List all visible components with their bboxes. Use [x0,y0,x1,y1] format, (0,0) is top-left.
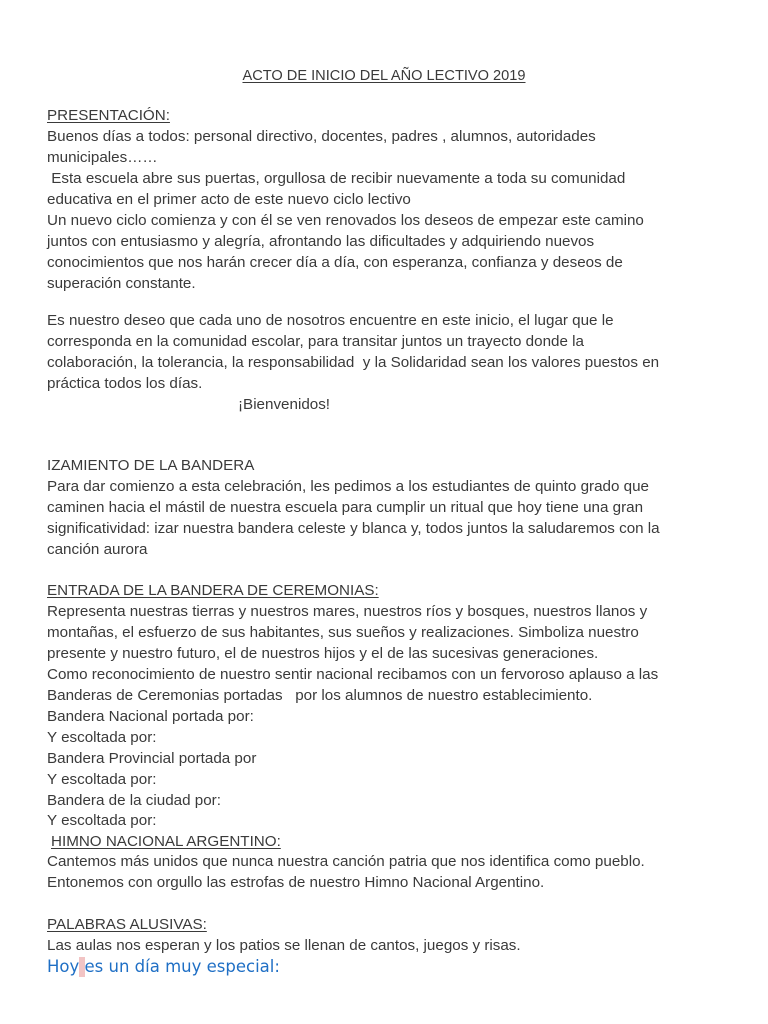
body-line: Representa nuestras tierras y nuestros mares, nuestros ríos y bosques, nuestros llanos y [47,603,648,620]
body-line: Y escoltada por: [47,812,157,829]
body-line: Es nuestro deseo que cada uno de nosotros encuentre en este inicio, el lugar que le [47,312,614,329]
body-line: presente y nuestro futuro, el de nuestros hijos y el de las sucesivas generaciones. [47,645,599,662]
body-line: juntos con entusiasmo y alegría, afrontando las dificultades y adquiriendo nuevos [47,233,595,250]
body-line: Banderas de Ceremonias portadas por los alumnos de nuestro establecimiento. [47,687,593,704]
section-heading-palabras-alusivas: PALABRAS ALUSIVAS: [47,916,207,933]
body-line: Buenos días a todos: personal directivo, docentes, padres , alumnos, autoridades [47,128,596,145]
highlight-text: Hoy es un día muy especial: [47,957,280,976]
body-line: Un nuevo ciclo comienza y con él se ven renovados los deseos de empezar este camino [47,212,644,229]
section-heading-presentacion: PRESENTACIÓN: [47,107,170,124]
body-line: Bandera Provincial portada por [47,750,257,767]
section-heading-himno: HIMNO NACIONAL ARGENTINO: [51,833,281,850]
document-title: ACTO DE INICIO DEL AÑO LECTIVO 2019 [242,68,526,84]
body-line: conocimientos que nos harán crecer día a día, con esperanza, confianza y deseos de [47,254,623,271]
body-line: colaboración, la tolerancia, la responsabilidad y la Solidaridad sean los valores puestos en [47,354,660,371]
body-line: montañas, el esfuerzo de sus habitantes, sus sueños y realizaciones. Simboliza nuestro [47,624,639,641]
body-line: práctica todos los días. [47,375,203,392]
body-line: Esta escuela abre sus puertas, orgullosa de recibir nuevamente a toda su comunidad [47,170,626,187]
body-line: Bandera Nacional portada por: [47,708,254,725]
section-heading-entrada-bandera: ENTRADA DE LA BANDERA DE CEREMONIAS: [47,582,379,599]
body-line: municipales…… [47,149,158,166]
body-line: Las aulas nos esperan y los patios se llenan de cantos, juegos y risas. [47,937,521,954]
body-line: canción aurora [47,541,148,558]
body-line: Cantemos más unidos que nunca nuestra canción patria que nos identifica como pueblo. [47,853,645,870]
section-heading-izamiento: IZAMIENTO DE LA BANDERA [47,457,255,474]
body-line: Como reconocimiento de nuestro sentir nacional recibamos con un fervoroso aplauso a las [47,666,659,683]
body-line: caminen hacia el mástil de nuestra escuela para cumplir un ritual que hoy tiene una gran [47,499,644,516]
body-line: Bandera de la ciudad por: [47,792,221,809]
body-line: Para dar comienzo a esta celebración, les pedimos a los estudiantes de quinto grado que [47,478,649,495]
body-line: Entonemos con orgullo las estrofas de nuestro Himno Nacional Argentino. [47,874,545,891]
body-line: superación constante. [47,275,196,292]
body-line: corresponda en la comunidad escolar, para transitar juntos un trayecto donde la [47,333,584,350]
body-line: significatividad: izar nuestra bandera celeste y blanca y, todos juntos la saludaremos con la [47,520,660,537]
body-line: Y escoltada por: [47,729,157,746]
welcome-text: ¡Bienvenidos! [238,396,331,413]
body-line: educativa en el primer acto de este nuevo ciclo lectivo [47,191,411,208]
body-line: Y escoltada por: [47,771,157,788]
